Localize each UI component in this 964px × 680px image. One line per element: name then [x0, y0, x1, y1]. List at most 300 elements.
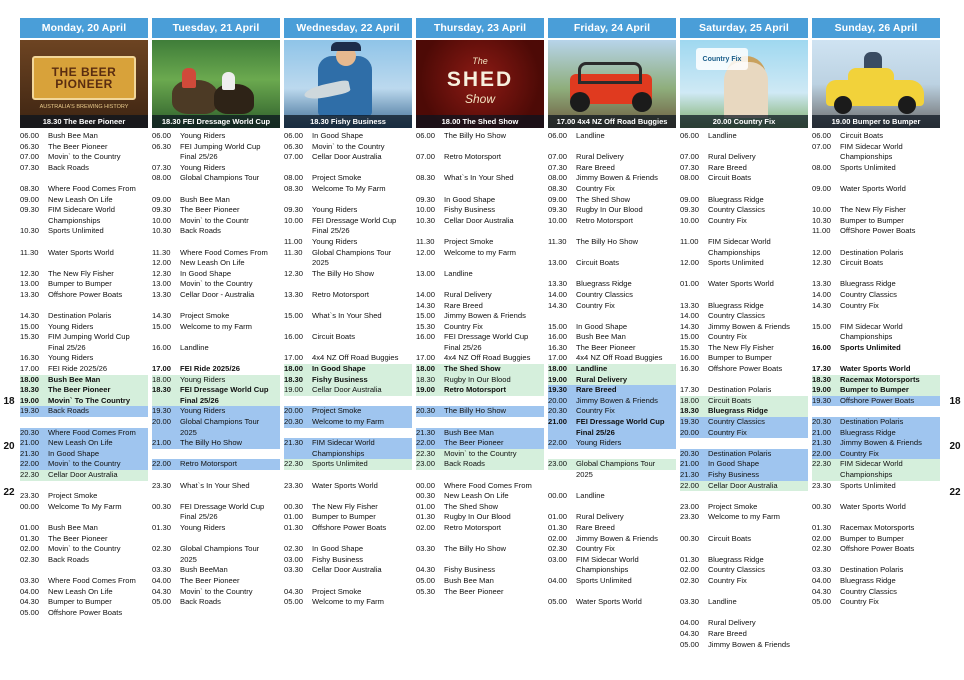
- schedule-row[interactable]: [680, 248, 808, 259]
- schedule-row[interactable]: [680, 322, 808, 333]
- day-header[interactable]: Wednesday, 22 April: [284, 18, 412, 38]
- promo-tile[interactable]: [20, 40, 148, 128]
- schedule-row[interactable]: [284, 248, 412, 259]
- schedule-row[interactable]: [152, 459, 280, 470]
- schedule-row[interactable]: [20, 534, 148, 545]
- schedule-row[interactable]: [812, 301, 940, 312]
- schedule-title: Racemax Motorsports: [840, 374, 920, 384]
- schedule-title: Sports Unlimited: [840, 162, 896, 172]
- schedule-row[interactable]: [416, 512, 544, 523]
- schedule-row[interactable]: [548, 364, 676, 375]
- schedule-row[interactable]: [416, 587, 544, 598]
- schedule-row[interactable]: [812, 258, 940, 269]
- schedule-row[interactable]: [416, 269, 544, 280]
- schedule-row[interactable]: [416, 449, 544, 460]
- schedule-row[interactable]: [152, 311, 280, 322]
- schedule-row[interactable]: [20, 163, 148, 174]
- schedule-row[interactable]: [680, 205, 808, 216]
- schedule-row[interactable]: [548, 406, 676, 417]
- schedule-row[interactable]: [152, 131, 280, 142]
- schedule-row[interactable]: [416, 195, 544, 206]
- schedule-row[interactable]: [812, 565, 940, 576]
- schedule-row[interactable]: [152, 565, 280, 576]
- schedule-row[interactable]: [548, 523, 676, 534]
- schedule-row[interactable]: [152, 322, 280, 333]
- schedule-row[interactable]: [548, 375, 676, 386]
- schedule-row[interactable]: [152, 258, 280, 269]
- schedule-row[interactable]: [284, 481, 412, 492]
- schedule-row[interactable]: [20, 322, 148, 333]
- schedule-row[interactable]: [416, 375, 544, 386]
- schedule-row[interactable]: [20, 491, 148, 502]
- schedule-row[interactable]: [152, 481, 280, 492]
- schedule-row[interactable]: [812, 322, 940, 333]
- schedule-time: 07.30: [548, 162, 568, 172]
- schedule-row[interactable]: [812, 205, 940, 216]
- schedule-row[interactable]: [152, 290, 280, 301]
- schedule-row[interactable]: [20, 195, 148, 206]
- schedule-time: 23.30: [20, 491, 40, 501]
- schedule-row[interactable]: [812, 343, 940, 354]
- schedule-time: 16.00: [680, 353, 700, 363]
- schedule-row[interactable]: [20, 184, 148, 195]
- schedule-row[interactable]: [812, 279, 940, 290]
- schedule-row[interactable]: [284, 173, 412, 184]
- schedule-row[interactable]: [812, 226, 940, 237]
- promo-tile[interactable]: [284, 40, 412, 128]
- schedule-row[interactable]: [416, 353, 544, 364]
- schedule-row[interactable]: [680, 301, 808, 312]
- schedule-time: 07.00: [20, 152, 40, 162]
- schedule-row[interactable]: [152, 269, 280, 280]
- schedule-title: Young Riders: [576, 438, 622, 448]
- schedule-row[interactable]: [548, 396, 676, 407]
- schedule-row[interactable]: [20, 131, 148, 142]
- schedule-row[interactable]: [284, 523, 412, 534]
- schedule-row[interactable]: [20, 555, 148, 566]
- schedule-row[interactable]: [284, 555, 412, 566]
- schedule-row[interactable]: [548, 258, 676, 269]
- schedule-row[interactable]: [284, 226, 412, 237]
- schedule-row[interactable]: [284, 385, 412, 396]
- schedule-row[interactable]: [152, 417, 280, 428]
- schedule-row[interactable]: [680, 640, 808, 651]
- schedule-row[interactable]: [548, 322, 676, 333]
- schedule-row[interactable]: [680, 332, 808, 343]
- schedule-row[interactable]: [812, 332, 940, 343]
- schedule-title: Offshore Power Boats: [312, 522, 387, 532]
- schedule-row[interactable]: [548, 512, 676, 523]
- schedule-row[interactable]: [812, 290, 940, 301]
- schedule-row[interactable]: [416, 428, 544, 439]
- schedule-row[interactable]: [812, 502, 940, 513]
- schedule-time: 14.30: [548, 300, 568, 310]
- schedule-row[interactable]: [680, 555, 808, 566]
- schedule-row[interactable]: [284, 184, 412, 195]
- schedule-row[interactable]: [680, 449, 808, 460]
- schedule-row[interactable]: [20, 226, 148, 237]
- schedule-row[interactable]: [20, 279, 148, 290]
- schedule-row[interactable]: [680, 279, 808, 290]
- schedule-row[interactable]: [812, 163, 940, 174]
- schedule-row[interactable]: [152, 438, 280, 449]
- schedule-row[interactable]: [284, 258, 412, 269]
- schedule-row[interactable]: [20, 470, 148, 481]
- schedule-row[interactable]: [812, 597, 940, 608]
- schedule-row[interactable]: [416, 173, 544, 184]
- schedule-row[interactable]: [812, 449, 940, 460]
- schedule-row[interactable]: [416, 131, 544, 142]
- schedule-row[interactable]: [812, 364, 940, 375]
- schedule-row[interactable]: [548, 565, 676, 576]
- schedule-row[interactable]: [416, 290, 544, 301]
- schedule-row[interactable]: [680, 417, 808, 428]
- schedule-row[interactable]: [548, 279, 676, 290]
- schedule-row[interactable]: [548, 417, 676, 428]
- schedule-row[interactable]: [680, 629, 808, 640]
- schedule-title: Bush Bee Man: [48, 522, 98, 532]
- schedule-row[interactable]: [812, 184, 940, 195]
- schedule-row[interactable]: [152, 406, 280, 417]
- schedule-row[interactable]: [20, 406, 148, 417]
- schedule-row[interactable]: [680, 343, 808, 354]
- schedule-row[interactable]: [416, 205, 544, 216]
- schedule-row[interactable]: [152, 555, 280, 566]
- schedule-row[interactable]: [20, 396, 148, 407]
- schedule-time: 10.30: [416, 215, 436, 225]
- schedule-row[interactable]: [284, 438, 412, 449]
- schedule-row[interactable]: [152, 587, 280, 598]
- schedule-row[interactable]: [416, 364, 544, 375]
- schedule-row[interactable]: [284, 544, 412, 555]
- schedule-time: 08.30: [20, 183, 40, 193]
- schedule-row[interactable]: [416, 343, 544, 354]
- hour-marker: 18: [3, 396, 15, 407]
- schedule-row[interactable]: [680, 237, 808, 248]
- schedule-row[interactable]: [284, 449, 412, 460]
- schedule-row[interactable]: [416, 216, 544, 227]
- schedule-row[interactable]: [680, 163, 808, 174]
- schedule-row[interactable]: [548, 459, 676, 470]
- schedule-row[interactable]: [152, 216, 280, 227]
- schedule-row[interactable]: [548, 152, 676, 163]
- schedule-row[interactable]: [812, 459, 940, 470]
- schedule-row[interactable]: [548, 491, 676, 502]
- schedule-row[interactable]: [152, 343, 280, 354]
- schedule-row[interactable]: [416, 332, 544, 343]
- schedule-row[interactable]: [416, 301, 544, 312]
- schedule-row[interactable]: [680, 470, 808, 481]
- schedule-row[interactable]: [548, 534, 676, 545]
- schedule-row[interactable]: [680, 512, 808, 523]
- schedule-row[interactable]: [416, 459, 544, 470]
- schedule-row[interactable]: [416, 152, 544, 163]
- schedule-row[interactable]: [152, 163, 280, 174]
- schedule-row[interactable]: [680, 216, 808, 227]
- schedule-row[interactable]: [284, 216, 412, 227]
- schedule-row[interactable]: [284, 364, 412, 375]
- schedule-row[interactable]: [416, 523, 544, 534]
- schedule-row[interactable]: [152, 512, 280, 523]
- schedule-row[interactable]: [812, 428, 940, 439]
- schedule-row[interactable]: [152, 576, 280, 587]
- schedule-title: Water Sports World: [840, 364, 911, 374]
- schedule-time: 18.30: [812, 374, 832, 384]
- schedule-row[interactable]: [416, 237, 544, 248]
- schedule-row[interactable]: [20, 597, 148, 608]
- schedule-row[interactable]: [20, 523, 148, 534]
- schedule-row[interactable]: [812, 396, 940, 407]
- schedule-row[interactable]: [812, 534, 940, 545]
- schedule-row[interactable]: [812, 417, 940, 428]
- schedule-row[interactable]: [284, 205, 412, 216]
- schedule-title: Where Food Comes From: [48, 575, 136, 585]
- schedule-row[interactable]: [152, 544, 280, 555]
- day-header[interactable]: Thursday, 23 April: [416, 18, 544, 38]
- day-header[interactable]: Sunday, 26 April: [812, 18, 940, 38]
- schedule-row[interactable]: [548, 237, 676, 248]
- schedule-row[interactable]: [812, 587, 940, 598]
- schedule-row[interactable]: [416, 248, 544, 259]
- schedule-row[interactable]: [548, 173, 676, 184]
- schedule-row[interactable]: [680, 195, 808, 206]
- schedule-row[interactable]: [284, 152, 412, 163]
- schedule-row[interactable]: [284, 597, 412, 608]
- schedule-row[interactable]: [548, 555, 676, 566]
- schedule-row[interactable]: [20, 576, 148, 587]
- promo-tile[interactable]: [416, 40, 544, 128]
- schedule-row[interactable]: [152, 173, 280, 184]
- promo-show-text: Show: [464, 92, 496, 106]
- schedule-title: Welcome to my Farm: [708, 512, 781, 522]
- schedule-row[interactable]: [416, 491, 544, 502]
- promo-tile[interactable]: [152, 40, 280, 128]
- schedule-row[interactable]: [20, 216, 148, 227]
- schedule-row[interactable]: [680, 576, 808, 587]
- schedule-row[interactable]: [152, 375, 280, 386]
- schedule-row[interactable]: [152, 279, 280, 290]
- schedule-row[interactable]: [548, 332, 676, 343]
- day-header[interactable]: Friday, 24 April: [548, 18, 676, 38]
- schedule-title: FEI Dressage World Cup: [180, 385, 269, 395]
- schedule-row[interactable]: [416, 385, 544, 396]
- schedule-time: 02.00: [812, 533, 832, 543]
- schedule-row[interactable]: [284, 375, 412, 386]
- schedule-row[interactable]: [284, 290, 412, 301]
- schedule-row[interactable]: [20, 438, 148, 449]
- schedule-row[interactable]: [20, 353, 148, 364]
- schedule-row[interactable]: [284, 417, 412, 428]
- schedule-row[interactable]: [680, 459, 808, 470]
- schedule-title: Movin` to the Country: [48, 152, 121, 162]
- schedule-row[interactable]: [680, 258, 808, 269]
- schedule-title: Landline: [708, 131, 737, 140]
- schedule-time: 06.00: [548, 131, 568, 140]
- schedule-row[interactable]: [416, 502, 544, 513]
- schedule-row[interactable]: [152, 428, 280, 439]
- schedule-row[interactable]: [152, 502, 280, 513]
- schedule-row[interactable]: [152, 364, 280, 375]
- schedule-row[interactable]: [284, 406, 412, 417]
- schedule-row[interactable]: [416, 322, 544, 333]
- schedule-row[interactable]: [680, 534, 808, 545]
- schedule-time: 21.30: [680, 470, 700, 479]
- schedule-time: 20.00: [680, 427, 700, 437]
- schedule-row[interactable]: [284, 269, 412, 280]
- schedule-row[interactable]: [152, 152, 280, 163]
- schedule-row[interactable]: [812, 523, 940, 534]
- schedule-row[interactable]: [548, 184, 676, 195]
- schedule-row[interactable]: [284, 587, 412, 598]
- schedule-row[interactable]: [416, 565, 544, 576]
- schedule-row[interactable]: [20, 364, 148, 375]
- schedule-title: Project Smoke: [312, 586, 362, 596]
- schedule-row[interactable]: [812, 216, 940, 227]
- schedule-row[interactable]: [20, 343, 148, 354]
- schedule-row[interactable]: [812, 385, 940, 396]
- schedule-row[interactable]: [812, 470, 940, 481]
- schedule-row[interactable]: [548, 205, 676, 216]
- schedule-row[interactable]: [152, 142, 280, 153]
- schedule-row[interactable]: [680, 311, 808, 322]
- schedule-row[interactable]: [152, 385, 280, 396]
- schedule-row[interactable]: [284, 237, 412, 248]
- promo-tile[interactable]: [548, 40, 676, 128]
- promo-tile[interactable]: [812, 40, 940, 128]
- schedule-row[interactable]: [20, 290, 148, 301]
- schedule-row[interactable]: [680, 353, 808, 364]
- schedule-row[interactable]: [680, 173, 808, 184]
- schedule-row[interactable]: [284, 512, 412, 523]
- schedule-row[interactable]: [152, 396, 280, 407]
- schedule-row[interactable]: [680, 565, 808, 576]
- schedule-row[interactable]: [548, 343, 676, 354]
- schedule-title: The Billy Ho Show: [444, 544, 507, 554]
- schedule-row[interactable]: [812, 142, 940, 153]
- schedule-row[interactable]: [812, 131, 940, 142]
- schedule-row[interactable]: [680, 385, 808, 396]
- schedule-row[interactable]: [416, 311, 544, 322]
- schedule-row[interactable]: [284, 131, 412, 142]
- schedule-row[interactable]: [548, 385, 676, 396]
- schedule-row[interactable]: [20, 587, 148, 598]
- schedule-row[interactable]: [20, 152, 148, 163]
- schedule-row[interactable]: [416, 576, 544, 587]
- schedule-row[interactable]: [680, 406, 808, 417]
- schedule-row[interactable]: [812, 576, 940, 587]
- schedule-title: Young Riders: [180, 522, 226, 532]
- schedule-row[interactable]: [548, 597, 676, 608]
- schedule-row[interactable]: [680, 131, 808, 142]
- schedule-row[interactable]: [548, 163, 676, 174]
- schedule-time: 15.30: [416, 321, 436, 331]
- schedule-row[interactable]: [20, 248, 148, 259]
- schedule-row[interactable]: [152, 195, 280, 206]
- schedule-time: 01.30: [812, 522, 832, 532]
- promo-tile[interactable]: [680, 40, 808, 128]
- schedule-row[interactable]: [20, 385, 148, 396]
- schedule-row[interactable]: [20, 428, 148, 439]
- schedule-row[interactable]: [20, 544, 148, 555]
- schedule-row[interactable]: [416, 481, 544, 492]
- schedule-row[interactable]: [548, 216, 676, 227]
- day-header[interactable]: Saturday, 25 April: [680, 18, 808, 38]
- schedule-row[interactable]: [284, 565, 412, 576]
- schedule-row[interactable]: [548, 301, 676, 312]
- schedule-row[interactable]: [680, 481, 808, 492]
- schedule-row[interactable]: [20, 142, 148, 153]
- day-header[interactable]: Monday, 20 April: [20, 18, 148, 38]
- schedule-row[interactable]: [284, 459, 412, 470]
- schedule-row[interactable]: [548, 438, 676, 449]
- schedule-title: FIM Sidecar World: [312, 438, 375, 448]
- schedule-row[interactable]: [680, 502, 808, 513]
- schedule-row[interactable]: [548, 195, 676, 206]
- schedule-row[interactable]: [20, 311, 148, 322]
- schedule-row[interactable]: [812, 481, 940, 492]
- schedule-row[interactable]: [548, 428, 676, 439]
- schedule-row[interactable]: [548, 544, 676, 555]
- schedule-row[interactable]: [284, 311, 412, 322]
- schedule-row[interactable]: [20, 269, 148, 280]
- schedule-row[interactable]: [548, 353, 676, 364]
- schedule-row[interactable]: [416, 438, 544, 449]
- schedule-row[interactable]: [284, 142, 412, 153]
- schedule-row[interactable]: [680, 428, 808, 439]
- schedule-row[interactable]: [680, 396, 808, 407]
- schedule-row[interactable]: [416, 406, 544, 417]
- schedule-row[interactable]: [680, 597, 808, 608]
- schedule-row[interactable]: [680, 364, 808, 375]
- schedule-row[interactable]: [812, 544, 940, 555]
- schedule-row[interactable]: [20, 375, 148, 386]
- schedule-row[interactable]: [680, 618, 808, 629]
- schedule-row[interactable]: [812, 248, 940, 259]
- schedule-title: Movin` to the Country: [48, 544, 121, 554]
- schedule-row[interactable]: [152, 226, 280, 237]
- schedule-row[interactable]: [20, 205, 148, 216]
- schedule-row[interactable]: [284, 353, 412, 364]
- schedule-row[interactable]: [680, 152, 808, 163]
- schedule-row[interactable]: [548, 470, 676, 481]
- schedule-row[interactable]: [812, 152, 940, 163]
- schedule-row[interactable]: [548, 576, 676, 587]
- schedule-row[interactable]: [152, 597, 280, 608]
- schedule-time: 18.30: [284, 374, 304, 384]
- schedule-row[interactable]: [152, 205, 280, 216]
- schedule-row[interactable]: [548, 131, 676, 142]
- schedule-row[interactable]: [416, 544, 544, 555]
- day-header[interactable]: Tuesday, 21 April: [152, 18, 280, 38]
- schedule-row[interactable]: [20, 449, 148, 460]
- schedule-row[interactable]: [812, 438, 940, 449]
- schedule-row[interactable]: [812, 375, 940, 386]
- schedule-row[interactable]: [284, 502, 412, 513]
- schedule-row[interactable]: [20, 608, 148, 619]
- schedule-time: 22.00: [416, 438, 436, 448]
- schedule-row[interactable]: [20, 332, 148, 343]
- schedule-row[interactable]: [20, 459, 148, 470]
- schedule-title: The New Fly Fisher: [840, 205, 906, 215]
- schedule-row[interactable]: [20, 502, 148, 513]
- schedule-row[interactable]: [152, 248, 280, 259]
- schedule-title: Rare Breed: [576, 162, 615, 172]
- schedule-title: Back Roads: [48, 554, 89, 564]
- schedule-row[interactable]: [284, 332, 412, 343]
- schedule-row[interactable]: [152, 523, 280, 534]
- schedule-title: FIM Sidecar World: [576, 554, 639, 564]
- schedule-row[interactable]: [548, 290, 676, 301]
